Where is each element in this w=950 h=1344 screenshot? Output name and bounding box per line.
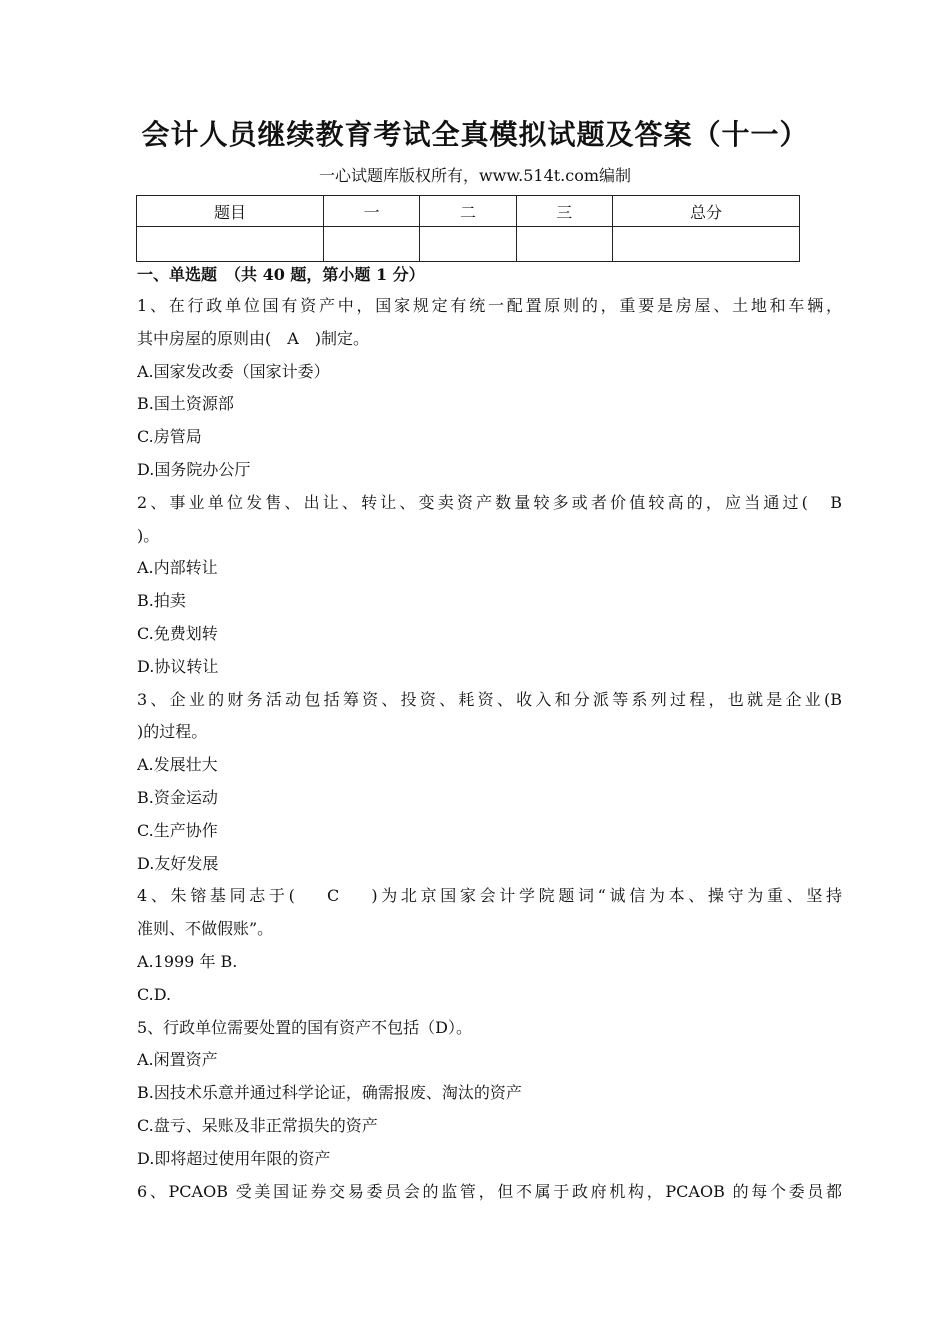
text-line: C.生产协作 xyxy=(137,820,218,840)
score-header-cell: 题目 xyxy=(137,196,324,227)
text-line: B.资金运动 xyxy=(137,787,218,807)
score-header-cell: 一 xyxy=(323,196,419,227)
text-line: B.因技术乐意并通过科学论证，确需报废、淘汰的资产 xyxy=(137,1083,522,1103)
score-table-header-row xyxy=(137,196,800,227)
score-cell xyxy=(612,227,799,262)
text-line: A.闲置资产 xyxy=(137,1050,218,1070)
document-subtitle: 一心试题库版权所有，www.514t.com编制 xyxy=(318,166,632,185)
text-line: D.即将超过使用年限的资产 xyxy=(137,1148,331,1168)
section-heading: 一、单选题 （共 40 题，第小题 1 分） xyxy=(137,265,425,284)
text-line: D.协议转让 xyxy=(137,656,219,676)
text-line: 4、朱镕基同志于( C )为北京国家会计学院题词“诚信为本、操守为重、坚持 xyxy=(137,886,842,906)
score-cell xyxy=(137,227,324,262)
text-line: 其中房屋的原则由( A )制定。 xyxy=(137,328,370,348)
text-line: C.房管局 xyxy=(137,427,202,447)
text-line: C.免费划转 xyxy=(137,623,218,643)
document-title: 会计人员继续教育考试全真模拟试题及答案（十一） xyxy=(141,118,809,151)
text-line: )的过程。 xyxy=(137,722,208,742)
text-line: )。 xyxy=(137,525,160,545)
score-table-blank-row xyxy=(137,227,800,262)
text-line: A.国家发改委（国家计委） xyxy=(137,361,330,381)
text-line: 5、行政单位需要处置的国有资产不包括（D）。 xyxy=(137,1017,473,1037)
score-table xyxy=(136,195,800,262)
score-header-cell: 三 xyxy=(516,196,612,227)
text-line: C.盘亏、呆账及非正常损失的资产 xyxy=(137,1115,378,1135)
text-line: 1、在行政单位国有资产中，国家规定有统一配置原则的，重要是房屋、土地和车辆， xyxy=(137,296,842,315)
text-line: 6、PCAOB 受美国证券交易委员会的监管，但不属于政府机构，PCAOB 的每个委员都 xyxy=(137,1181,842,1201)
text-line: 3、企业的财务活动包括筹资、投资、耗资、收入和分派等系列过程，也就是企业(B xyxy=(137,689,842,709)
text-line: A.1999 年 B. xyxy=(137,951,238,971)
text-line: D.国务院办公厅 xyxy=(137,459,251,479)
score-cell xyxy=(323,227,419,262)
text-line: D.友好发展 xyxy=(137,853,219,873)
score-header-cell: 二 xyxy=(420,196,516,227)
score-cell xyxy=(420,227,516,262)
text-line: B.国土资源部 xyxy=(137,394,234,414)
text-line: 准则、不做假账”。 xyxy=(137,919,274,939)
score-cell xyxy=(516,227,612,262)
text-line: A.发展壮大 xyxy=(137,755,218,775)
text-line: B.拍卖 xyxy=(137,591,186,611)
score-header-cell: 总分 xyxy=(612,196,799,227)
question-body xyxy=(137,290,842,1208)
text-line: A.内部转让 xyxy=(137,558,218,578)
text-line: 2、事业单位发售、出让、转让、变卖资产数量较多或者价值较高的，应当通过( B xyxy=(137,492,842,512)
text-line: C.D. xyxy=(137,984,172,1004)
